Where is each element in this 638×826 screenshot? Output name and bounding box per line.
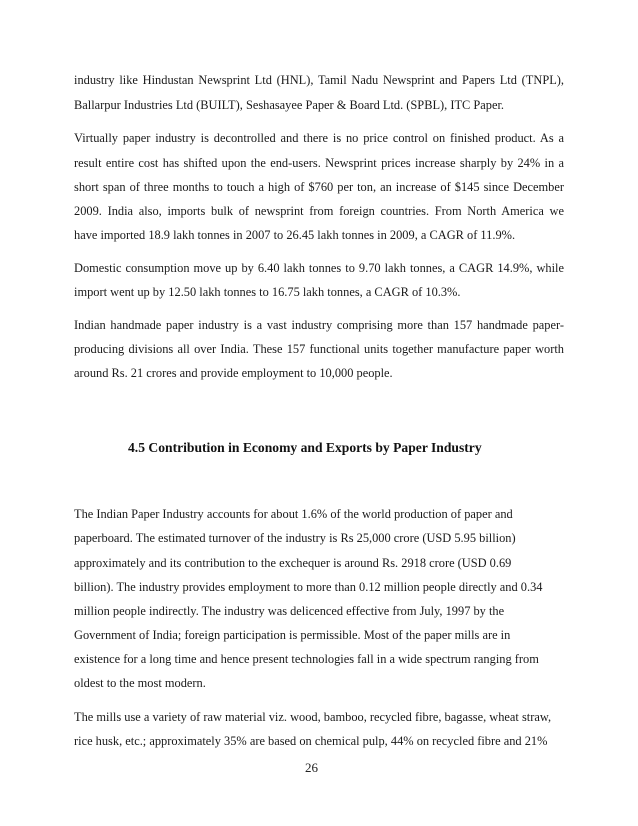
paragraph-line: existence for a long time and hence present technologies fall in a wide spectrum ranging from [74, 652, 539, 666]
paragraph-line: The mills use a variety of raw material viz. wood, bamboo, recycled fibre, bagasse, wheat straw, [74, 710, 552, 724]
paragraph-line: have imported 18.9 lakh tonnes in 2007 to 26.45 lakh tonnes in 2009, a CAGR of 11.9%. [74, 228, 516, 242]
paragraph-line: billion). The industry provides employment to more than 0.12 million people directly and 0.34 [74, 580, 543, 594]
paragraph-line: short span of three months to touch a high of $760 per ton, an increase of $145 since December [74, 180, 564, 194]
paragraph-line: million people indirectly. The industry was delicenced effective from July, 1997 by the [74, 604, 505, 618]
page-number: 26 [305, 760, 318, 775]
paragraph-line: result entire cost has shifted upon the end-users. Newsprint prices increase sharply by 24% in a [74, 156, 564, 170]
paragraph-line: import went up by 12.50 lakh tonnes to 16.75 lakh tonnes, a CAGR of 10.3%. [74, 285, 461, 299]
paragraph-line: producing divisions all over India. These 157 functional units together manufacture paper worth [74, 342, 564, 356]
paragraph-line: approximately and its contribution to the exchequer is around Rs. 2918 crore (USD 0.69 [74, 556, 512, 570]
paragraph-line: Indian handmade paper industry is a vast industry comprising more than 157 handmade paper- [74, 318, 564, 332]
paragraph-line: Domestic consumption move up by 6.40 lakh tonnes to 9.70 lakh tonnes, a CAGR 14.9%, while [74, 261, 564, 275]
paragraph-line: oldest to the most modern. [74, 676, 206, 690]
paragraph-line: paperboard. The estimated turnover of the industry is Rs 25,000 crore (USD 5.95 billion) [74, 531, 516, 545]
paragraph-line: 2009. India also, imports bulk of newsprint from foreign countries. From North America we [74, 204, 564, 218]
paragraph-line: around Rs. 21 crores and provide employment to 10,000 people. [74, 366, 393, 380]
section-heading: 4.5 Contribution in Economy and Exports by Paper Industry [128, 440, 482, 455]
paragraph-line: The Indian Paper Industry accounts for about 1.6% of the world production of paper and [74, 507, 513, 521]
paragraph-line: industry like Hindustan Newsprint Ltd (HNL), Tamil Nadu Newsprint and Papers Ltd (TNPL), [74, 73, 564, 87]
paragraph-line: Virtually paper industry is decontrolled and there is no price control on finished product. As a [74, 131, 564, 145]
paragraph-line: Ballarpur Industries Ltd (BUILT), Seshasayee Paper & Board Ltd. (SPBL), ITC Paper. [74, 98, 505, 112]
paragraph-line: Government of India; foreign participation is permissible. Most of the paper mills are in [74, 628, 511, 642]
paragraph-line: rice husk, etc.; approximately 35% are based on chemical pulp, 44% on recycled fibre and 21% [74, 734, 548, 748]
